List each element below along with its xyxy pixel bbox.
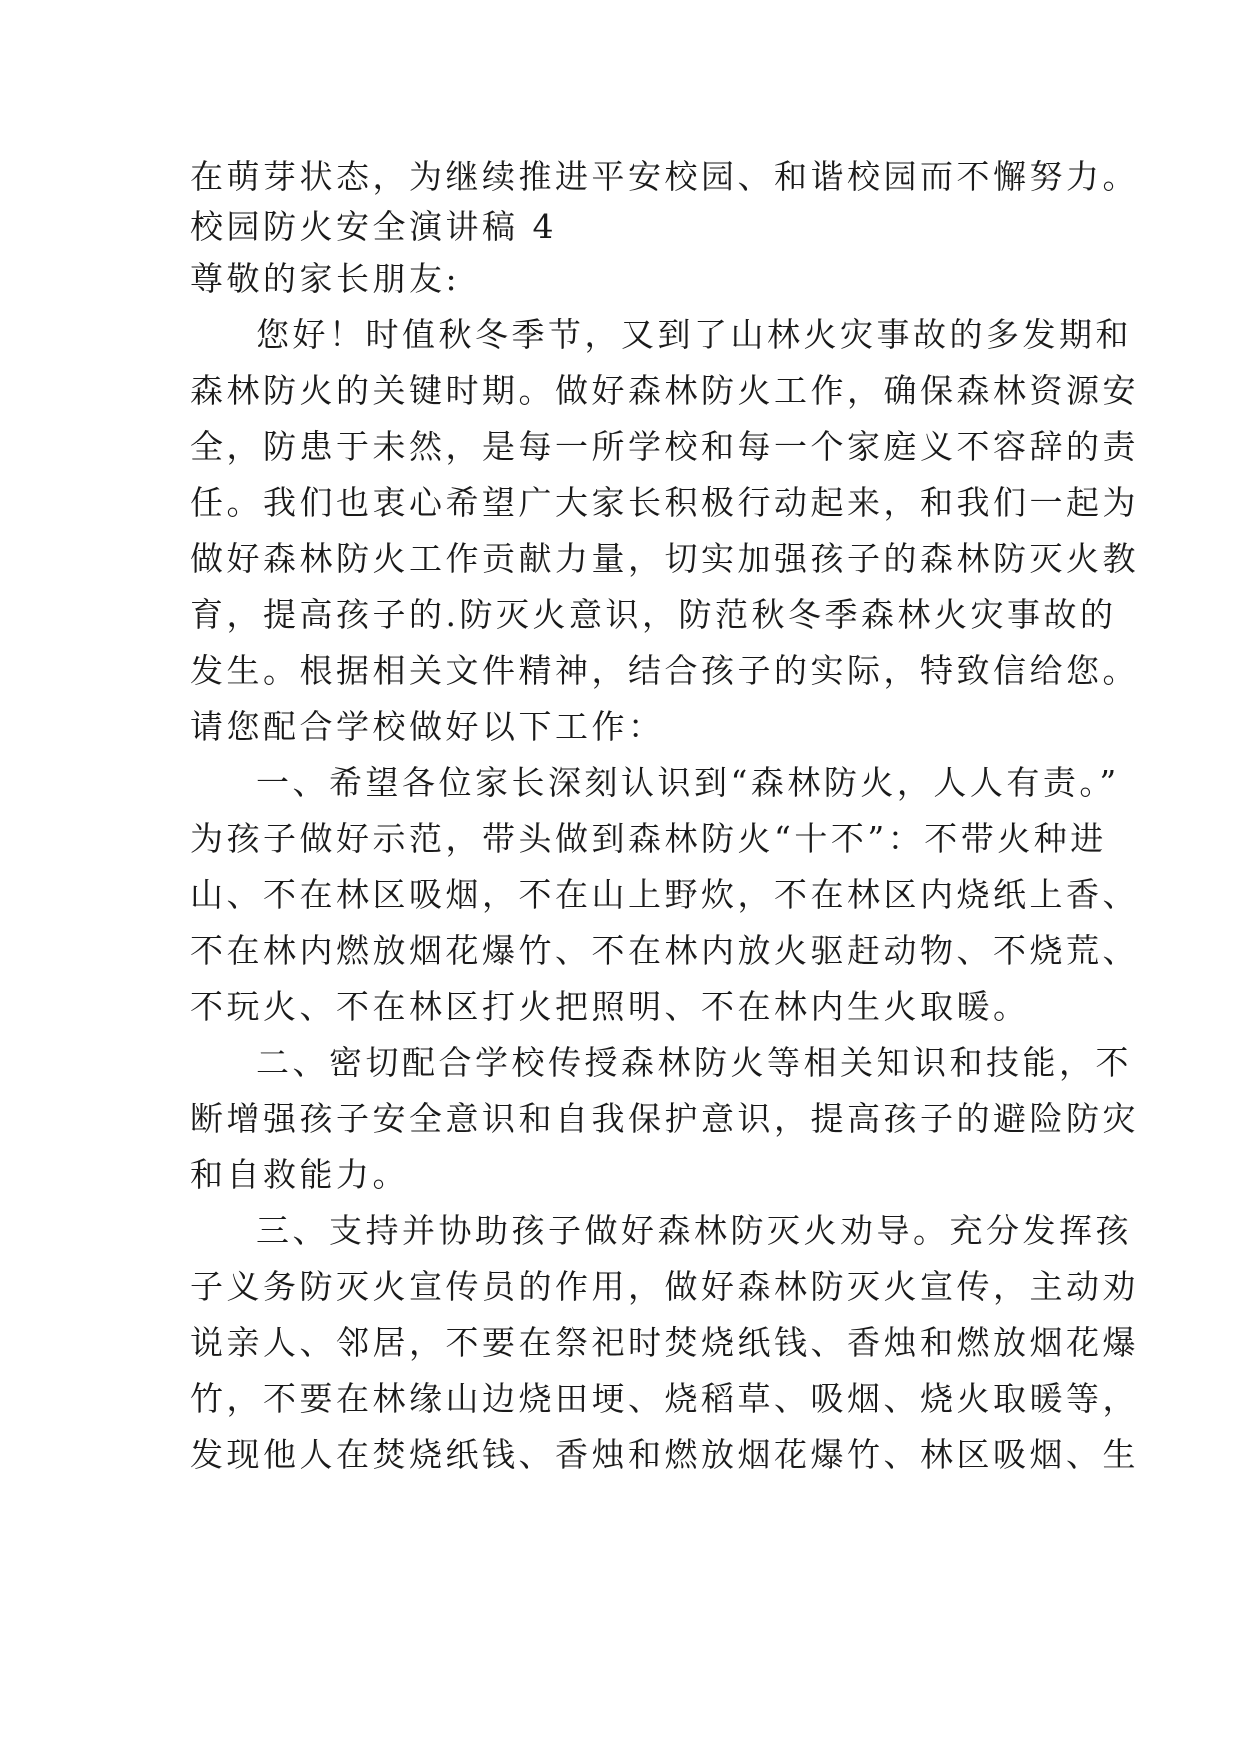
- text-line: 不在林内燃放烟花爆竹、不在林内放火驱赶动物、不烧荒、: [190, 931, 1139, 970]
- text-line: 全，防患于未然，是每一所学校和每一个家庭义不容辞的责: [190, 427, 1139, 466]
- text-line: 和自救能力。: [190, 1155, 409, 1194]
- text-line: 断增强孩子安全意识和自我保护意识，提高孩子的避险防灾: [190, 1099, 1139, 1138]
- text-line: 三、支持并协助孩子做好森林防灭火劝导。充分发挥孩: [256, 1211, 1132, 1250]
- text-line: 请您配合学校做好以下工作：: [190, 707, 665, 746]
- salutation: 尊敬的家长朋友:: [190, 259, 461, 298]
- text-line: 做好森林防火工作贡献力量，切实加强孩子的森林防灭火教: [190, 539, 1139, 578]
- text-line: 在萌芽状态，为继续推进平安校园、和谐校园而不懈努力。: [190, 157, 1139, 196]
- text-line: 发现他人在焚烧纸钱、香烛和燃放烟花爆竹、林区吸烟、生: [190, 1435, 1139, 1474]
- text-line: 森林防火的关键时期。做好森林防火工作，确保森林资源安: [190, 371, 1139, 410]
- text-line: 为孩子做好示范，带头做到森林防火“十不”：不带火种进: [190, 819, 1107, 858]
- text-line: 发生。根据相关文件精神，结合孩子的实际，特致信给您。: [190, 651, 1139, 690]
- text-line: 竹，不要在林缘山边烧田埂、烧稻草、吸烟、烧火取暖等，: [190, 1379, 1139, 1418]
- text-line: 不玩火、不在林区打火把照明、不在林内生火取暖。: [190, 987, 1030, 1026]
- text-line: 说亲人、邻居，不要在祭祀时焚烧纸钱、香烛和燃放烟花爆: [190, 1323, 1139, 1362]
- text-line: 二、密切配合学校传授森林防火等相关知识和技能，不: [256, 1043, 1132, 1082]
- text-line: 山、不在林区吸烟，不在山上野炊，不在林区内烧纸上香、: [190, 875, 1139, 914]
- text-line: 任。我们也衷心希望广大家长积极行动起来，和我们一起为: [190, 483, 1139, 522]
- text-line: 育，提高孩子的.防灭火意识，防范秋冬季森林火灾事故的: [190, 595, 1117, 634]
- text-line: 您好！时值秋冬季节，又到了山林火灾事故的多发期和: [256, 315, 1132, 354]
- text-line: 子义务防灭火宣传员的作用，做好森林防灭火宣传，主动劝: [190, 1267, 1139, 1306]
- section-title: 校园防火安全演讲稿 4: [190, 207, 557, 246]
- text-line: 一、希望各位家长深刻认识到“森林防火，人人有责。”: [256, 763, 1120, 802]
